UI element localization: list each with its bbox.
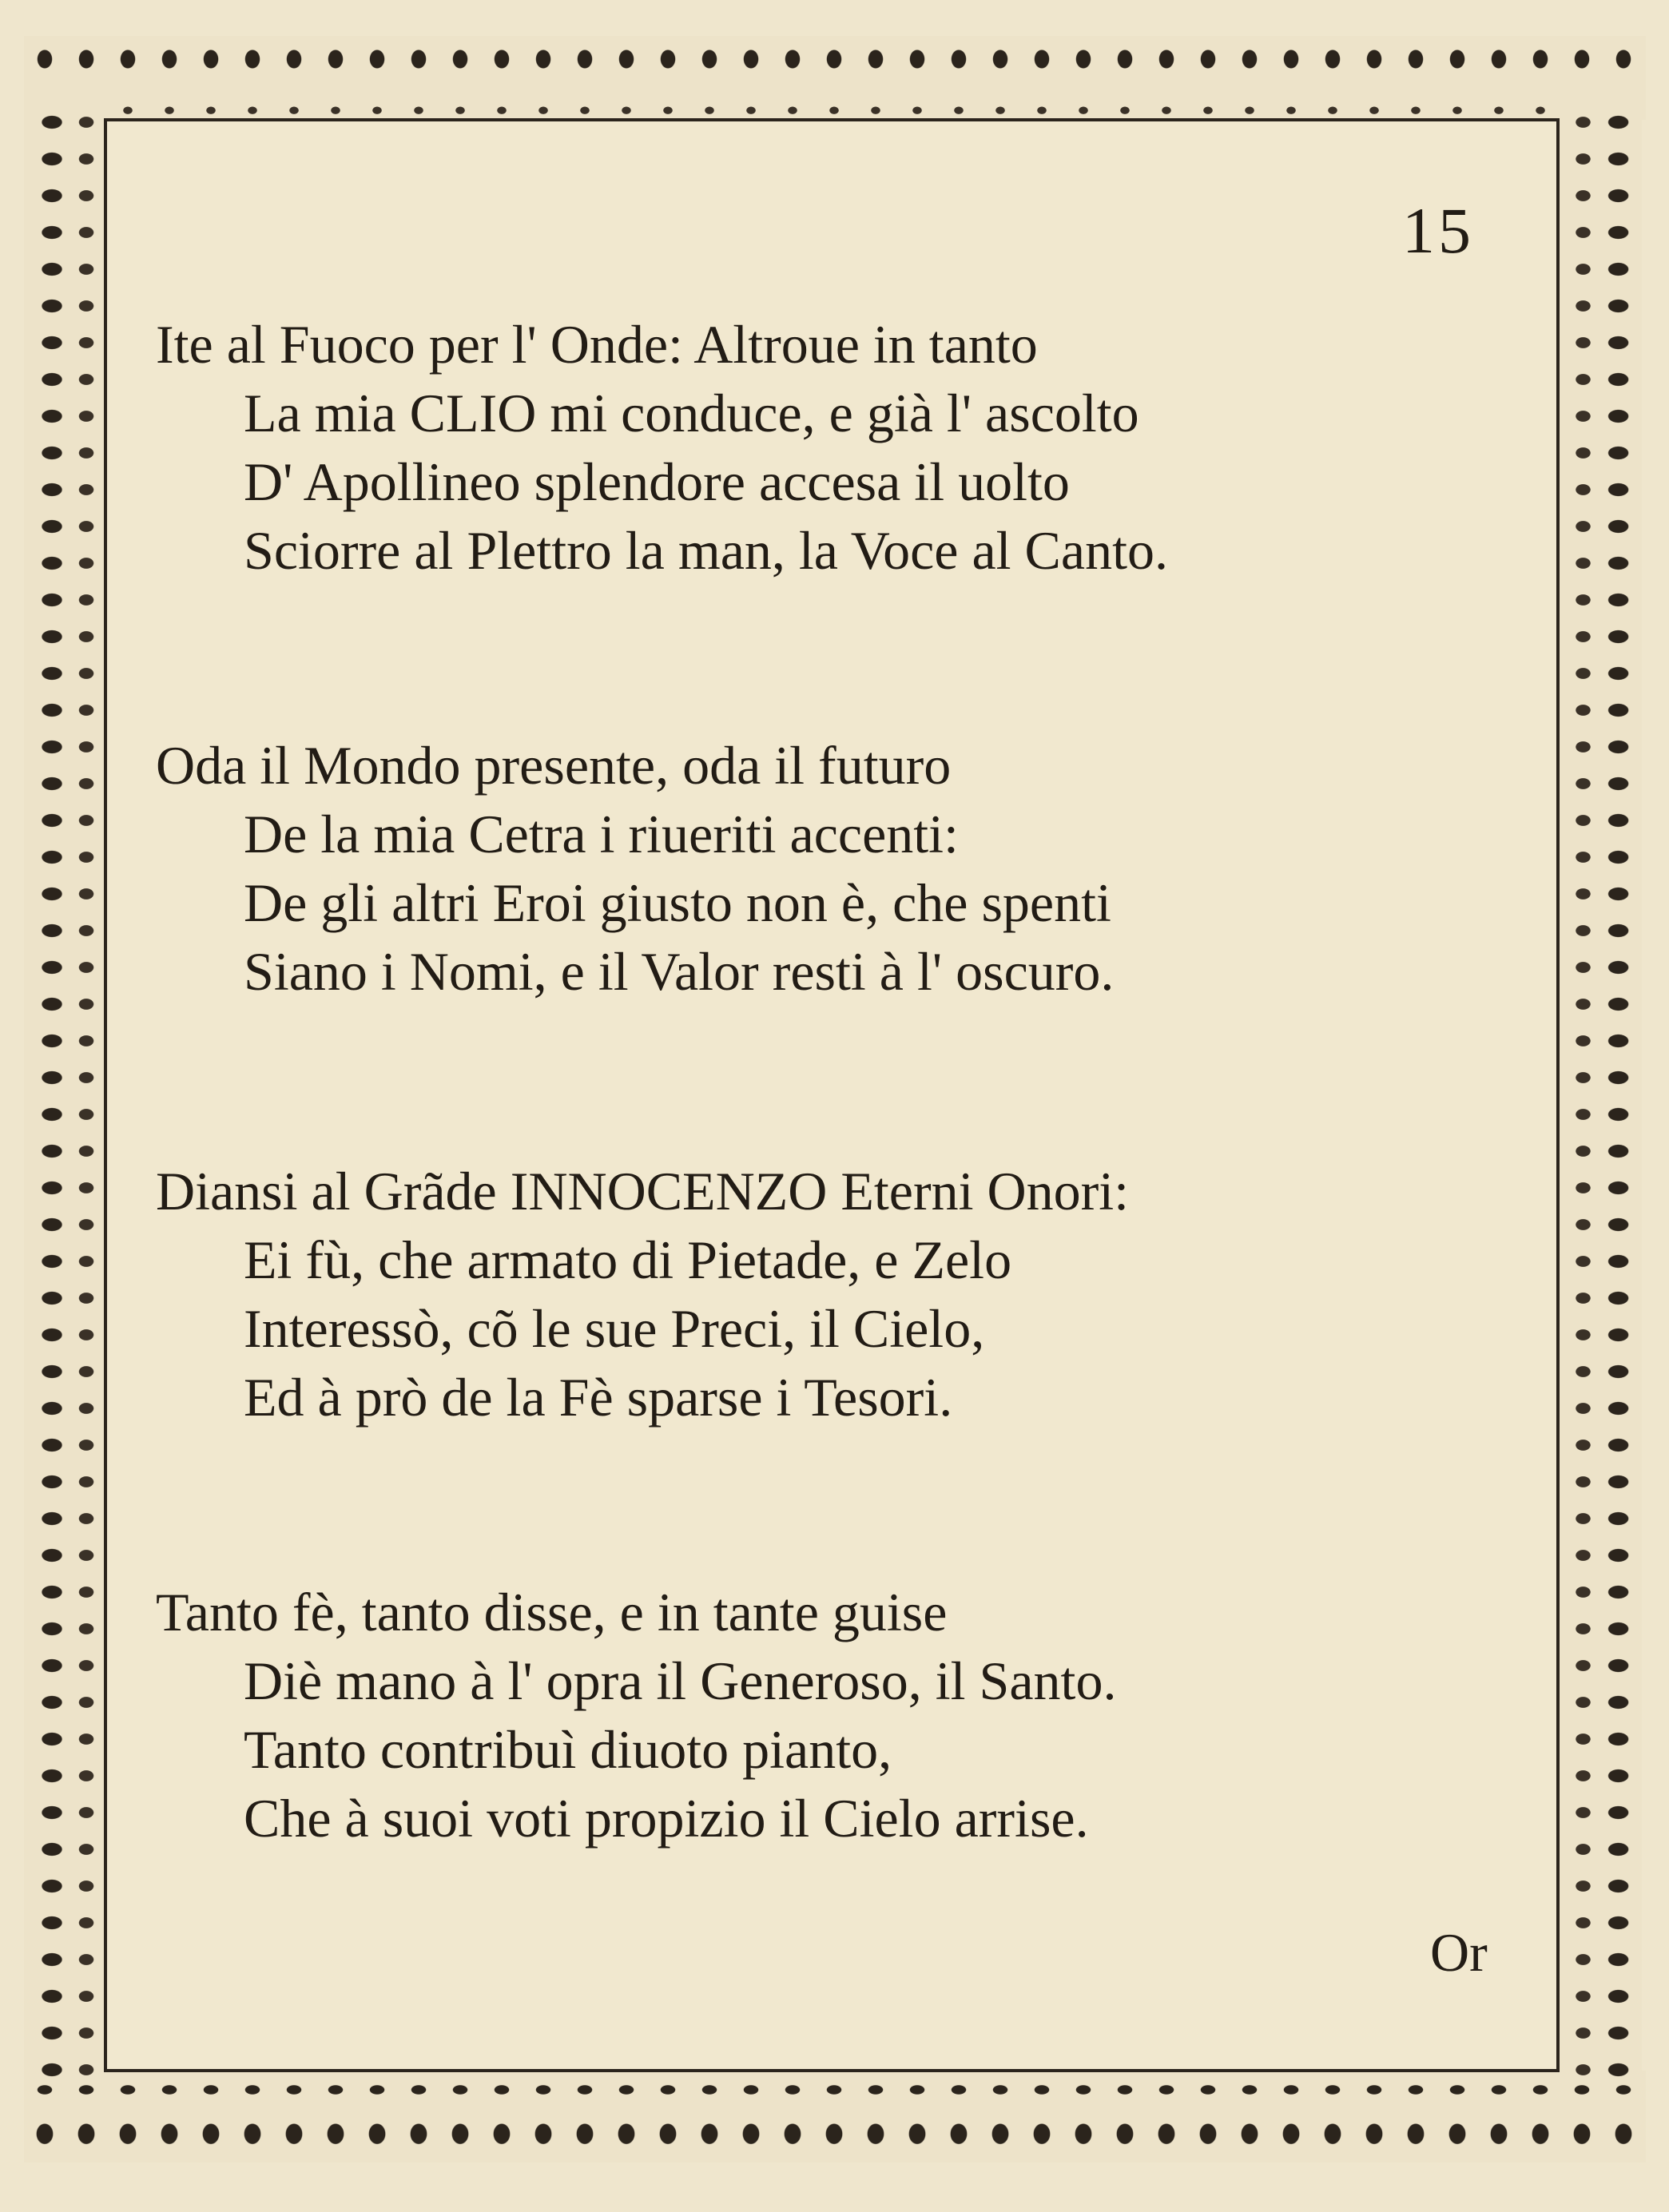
page-number: 15 bbox=[1402, 194, 1474, 267]
ornamental-border-left bbox=[24, 104, 104, 2085]
verse-line: Diansi al Grãde INNOCENZO Eterni Onori: bbox=[156, 1161, 1130, 1221]
frame-rule-bottom bbox=[104, 2069, 1560, 2072]
ornamental-border-right bbox=[1558, 104, 1642, 2085]
verse-line: La mia CLIO mi conduce, e già l' ascolto bbox=[244, 383, 1139, 443]
verse-line: De la mia Cetra i riueriti accenti: bbox=[244, 804, 959, 864]
verse-line: Tanto fè, tanto disse, e in tante guise bbox=[156, 1582, 948, 1642]
stanza-3 bbox=[156, 1157, 1498, 1432]
stanza-4 bbox=[156, 1578, 1498, 1853]
verse-line: Ite al Fuoco per l' Onde: Altroue in tanto bbox=[156, 314, 1038, 375]
verse-line: Tanto contribuì diuoto pianto, bbox=[244, 1719, 892, 1780]
verse-line: Diè mano à l' opra il Generoso, il Santo. bbox=[244, 1650, 1117, 1711]
verse-line: Sciorre al Plettro la man, la Voce al Canto. bbox=[244, 520, 1168, 581]
ornamental-border-bottom bbox=[24, 2071, 1646, 2162]
stanza-1 bbox=[156, 310, 1498, 585]
ornamental-border-top bbox=[24, 36, 1646, 120]
verse-line: Siano i Nomi, e il Valor resti à l' oscuro. bbox=[244, 941, 1115, 1002]
verse-line: D' Apollineo splendore accesa il uolto bbox=[244, 451, 1070, 512]
verse-line: Che à suoi voti propizio il Cielo arrise. bbox=[244, 1788, 1089, 1849]
catchword: Or bbox=[1430, 1922, 1488, 1983]
verse-line: Oda il Mondo presente, oda il futuro bbox=[156, 735, 952, 796]
verse-line: De gli altri Eroi giusto non è, che spenti bbox=[244, 872, 1111, 933]
stanza-2 bbox=[156, 731, 1498, 1006]
verse-line: Interessò, cõ le sue Preci, il Cielo, bbox=[244, 1298, 985, 1359]
verse-line: Ed à prò de la Fè sparse i Tesori. bbox=[244, 1367, 953, 1428]
verse-line: Ei fù, che armato di Pietade, e Zelo bbox=[244, 1229, 1012, 1290]
frame-rule-right bbox=[1556, 118, 1560, 2072]
